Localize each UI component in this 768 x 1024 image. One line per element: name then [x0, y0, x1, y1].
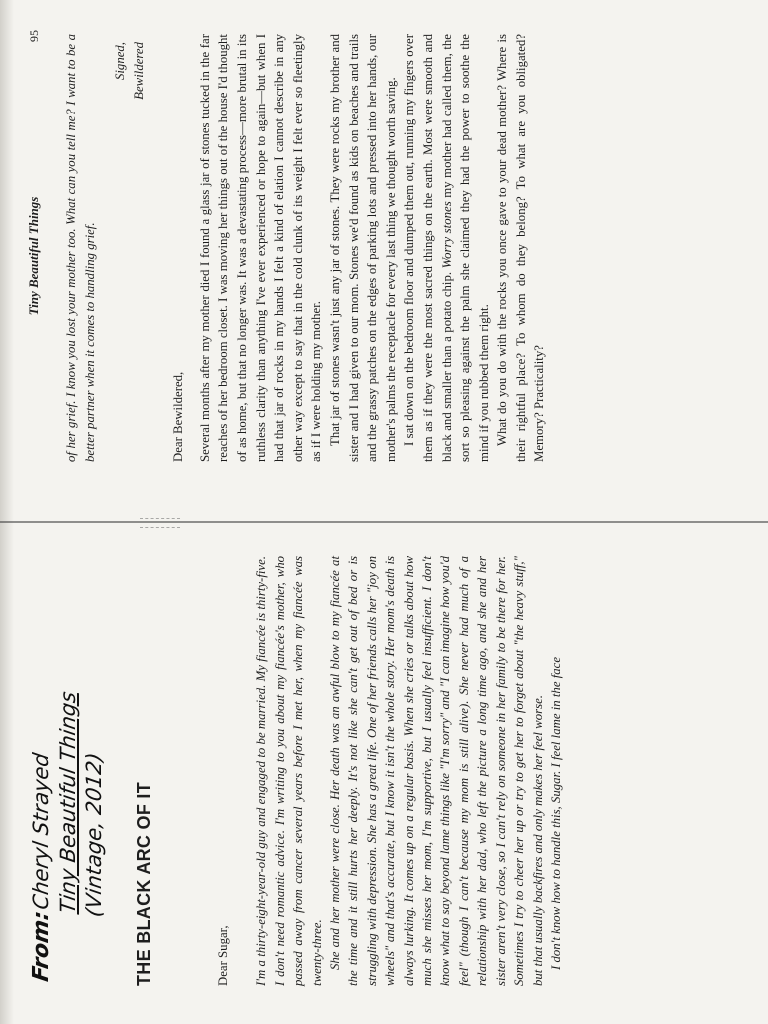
page-95-body [62, 34, 732, 462]
letter-paragraph: I don't know how to handle this, Sugar. I feel lame in the face [548, 656, 563, 970]
chapter-body [214, 556, 734, 986]
signoff-name: Bewildered [132, 42, 147, 100]
book-page-chapter [14, 534, 754, 1014]
book-page-95 [14, 10, 754, 490]
worry-stones-phrase: Worry stones [439, 201, 454, 269]
scan-edge-shadow [0, 0, 14, 1024]
page-number: 95 [26, 30, 41, 42]
gutter-perforation [140, 518, 180, 528]
chapter-title: THE BLACK ARC OF IT [134, 781, 154, 986]
letter-signoff [111, 42, 149, 462]
reply-salutation: Dear Bewildered, [171, 371, 186, 462]
signoff-signed: Signed, [113, 42, 128, 81]
handwriting-from: From: [29, 909, 54, 984]
book-gutter-line [0, 521, 768, 523]
handwriting-author: Cheryl Strayed [29, 751, 53, 912]
reply-paragraph [400, 34, 493, 462]
handwritten-source-note [28, 540, 120, 993]
letter-paragraph: She and her mother were close. Her death was an awful blow to my fiancée at the time and it still hurts her deeply. It's not like she can't get out of bed or is struggling with depression. She has a great life. One of her friends calls her "joy on wheels" and that's accurate, but I know it isn't the whole story. Her mom's death is always lurking. It comes up on a regular basis. When she cries or talks about how much she misses her mom, I'm supportive, but I usually feel insufficient. I don't know what to say beyond lame things like "I'm sorry" and "I can imagine how you'd feel" (though I can't because my mom is still alive). She never had much of a relationship with her dad, who left the picture a long time ago, and she and her sister aren't very close, so I can't rely on someone in her family to be there for her. Sometimes I try to cheer her up or try to get her to forget about "the heavy stuff," but that usually backfires and only makes her feel worse. [328, 556, 545, 986]
reply-paragraph: Several months after my mother died I found a glass jar of stones tucked in the far reaches of her bedroom closet. I was moving her things out of the house I'd thought of as home, but that no longer was. It was a devastating process—more brutal in its ruthless clarity than anything I've ever experienced or hope to again—but when I had that jar of rocks in my hands I felt a kind of elation I cannot describe in any other way except to say that in the cold clunk of its weight I felt ever so fleetingly as if I were holding my mother. [197, 34, 324, 462]
handwriting-line [28, 540, 55, 984]
handwriting-line [81, 547, 107, 991]
letter-closing-text: of her grief. I know you lost your mother too. What can you tell me? I want to be a better partner when it comes to handling grief. [64, 34, 97, 462]
reply-text: my mother had called them, the sort so pleasing against the palm she claimed they had the power to soothe the mind if you rubbed them right. [439, 34, 491, 462]
letter-salutation: Dear Sugar, [216, 925, 230, 986]
reply-text: I sat down on the bedroom floor and dumped them out, running my fingers over them as if they were the most sacred things on the earth. Most were smooth and black and smaller than a potato chip. [402, 34, 454, 462]
reply-paragraph: What do you do with the rocks you once gave to your dead mother? Where is their rightful place? To whom do they belong? To what are you obligated? Memory? Practicality? [495, 34, 547, 462]
handwriting-book-title: Tiny Beautiful Things [56, 690, 80, 915]
running-head-title: Tiny Beautiful Things [26, 196, 41, 316]
letter-paragraph: I'm a thirty-eight-year-old guy and engaged to be married. My fiancée is thirty-five. I don't need romantic advice. I'm writing to you about my fiancée's mother, who passed away from cancer several years before I met her, when my fiancée was twenty-three. [254, 556, 324, 986]
reply-paragraph: That jar of stones wasn't just any jar of stones. They were rocks my brother and sister and I had given to our mom. Stones we'd found as kids on beaches and trails and the grassy patches on the edges of parking lots and pressed into her hands, our mother's palms the receptacle for every last thing we thought worth saving. [327, 34, 398, 462]
running-head [24, 30, 44, 470]
handwriting-edition: (Vintage, 2012) [82, 751, 106, 919]
handwriting-line [55, 543, 81, 987]
